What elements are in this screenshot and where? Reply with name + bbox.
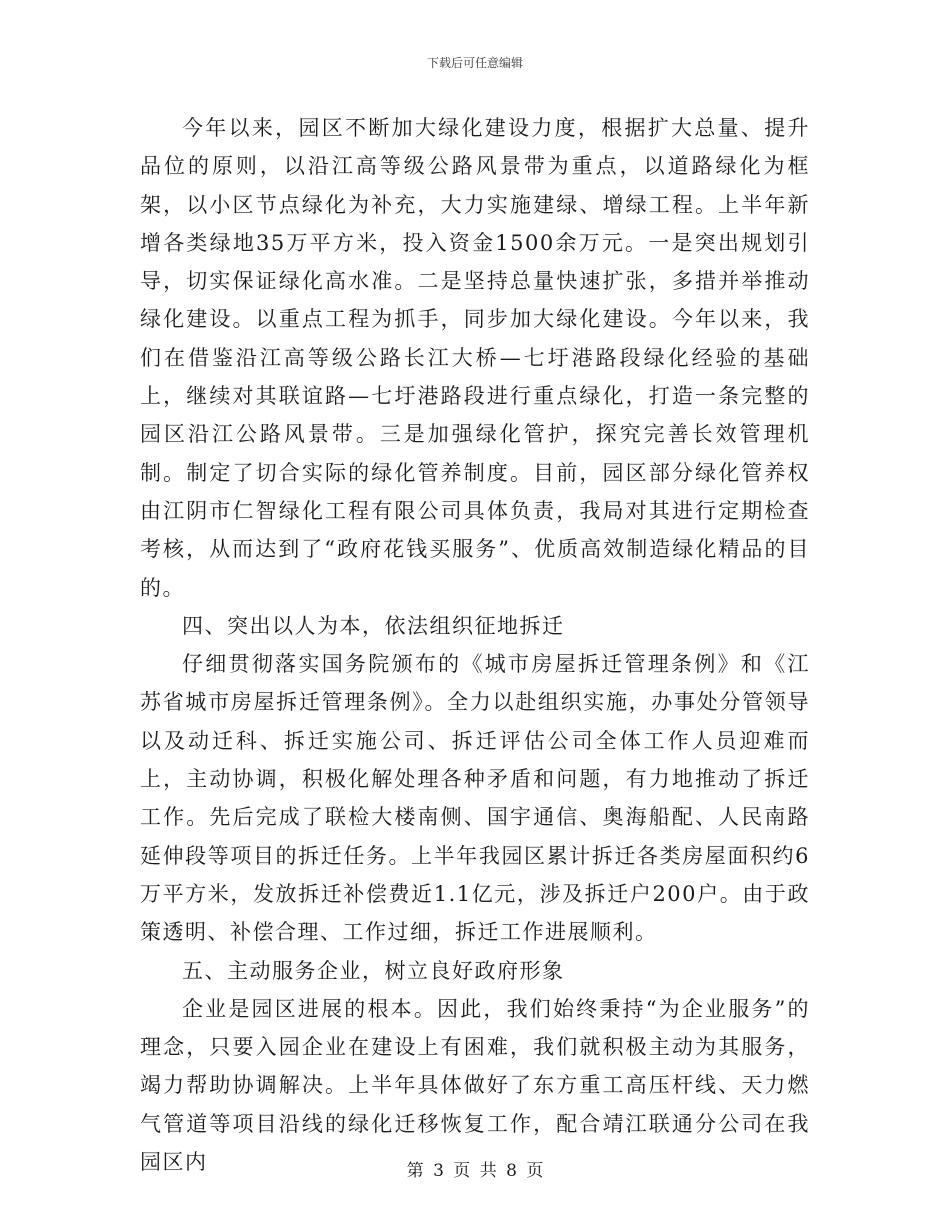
paragraph-demolition: 仔细贯彻落实国务院颁布的《城市房屋拆迁管理条例》和《江苏省城市房屋拆迁管理条例》。全力以赴组织实施，办事处分管领导以及动迁科、拆迁实施公司、拆迁评估公司全体工作人员迎难而上，主动协调，积极化解处理各种矛盾和问题，有力地推动了拆迁工作。先后完成了联检大楼南侧、国宇通信、奥海船配、人民南路延伸段等项目的拆迁任务。上半年我园区累计拆迁各类房屋面积约6万平方米，发放拆迁补偿费近1.1亿元，涉及拆迁户200户。由于政策透明、补偿合理、工作过细，拆迁工作进展顺利。 [140, 652, 810, 945]
page-header-note: 下载后可任意编辑 [426, 56, 523, 70]
section-heading-demolition: 四、突出以人为本，依法组织征地拆迁 [182, 613, 565, 638]
page-number: 第 3 页 共 8 页 [406, 1161, 544, 1181]
paragraph-enterprise-service: 企业是园区进展的根本。因此，我们始终秉持“为企业服务”的理念，只要入园企业在建设上有困难，我们就积极主动为其服务，竭力帮助协调解决。上半年具体做好了东方重工高压杆线、天力燃气管道等项目沿线的绿化迁移恢复工作，配合靖江联通分公司在我园区内 [140, 996, 810, 1175]
document-body [140, 109, 810, 1181]
section-heading-enterprise-service: 五、主动服务企业，树立良好政府形象 [182, 958, 565, 983]
paragraph-greening: 今年以来，园区不断加大绿化建设力度，根据扩大总量、提升品位的原则，以沿江高等级公路风景带为重点，以道路绿化为框架，以小区节点绿化为补充，大力实施建绿、增绿工程。上半年新增各类绿地35万平方米，投入资金1500余万元。一是突出规划引导，切实保证绿化高水准。二是坚持总量快速扩张，多措并举推动绿化建设。以重点工程为抓手，同步加大绿化建设。今年以来，我们在借鉴沿江高等级公路长江大桥—七圩港路段绿化经验的基础上，继续对其联谊路—七圩港路段进行重点绿化，打造一条完整的园区沿江公路风景带。三是加强绿化管护，探究完善长效管理机制。制定了切合实际的绿化管养制度。目前，园区部分绿化管养权由江阴市仁智绿化工程有限公司具体负责，我局对其进行定期检查考核，从而达到了“政府花钱买服务”、优质高效制造绿化精品的目的。 [140, 116, 810, 600]
